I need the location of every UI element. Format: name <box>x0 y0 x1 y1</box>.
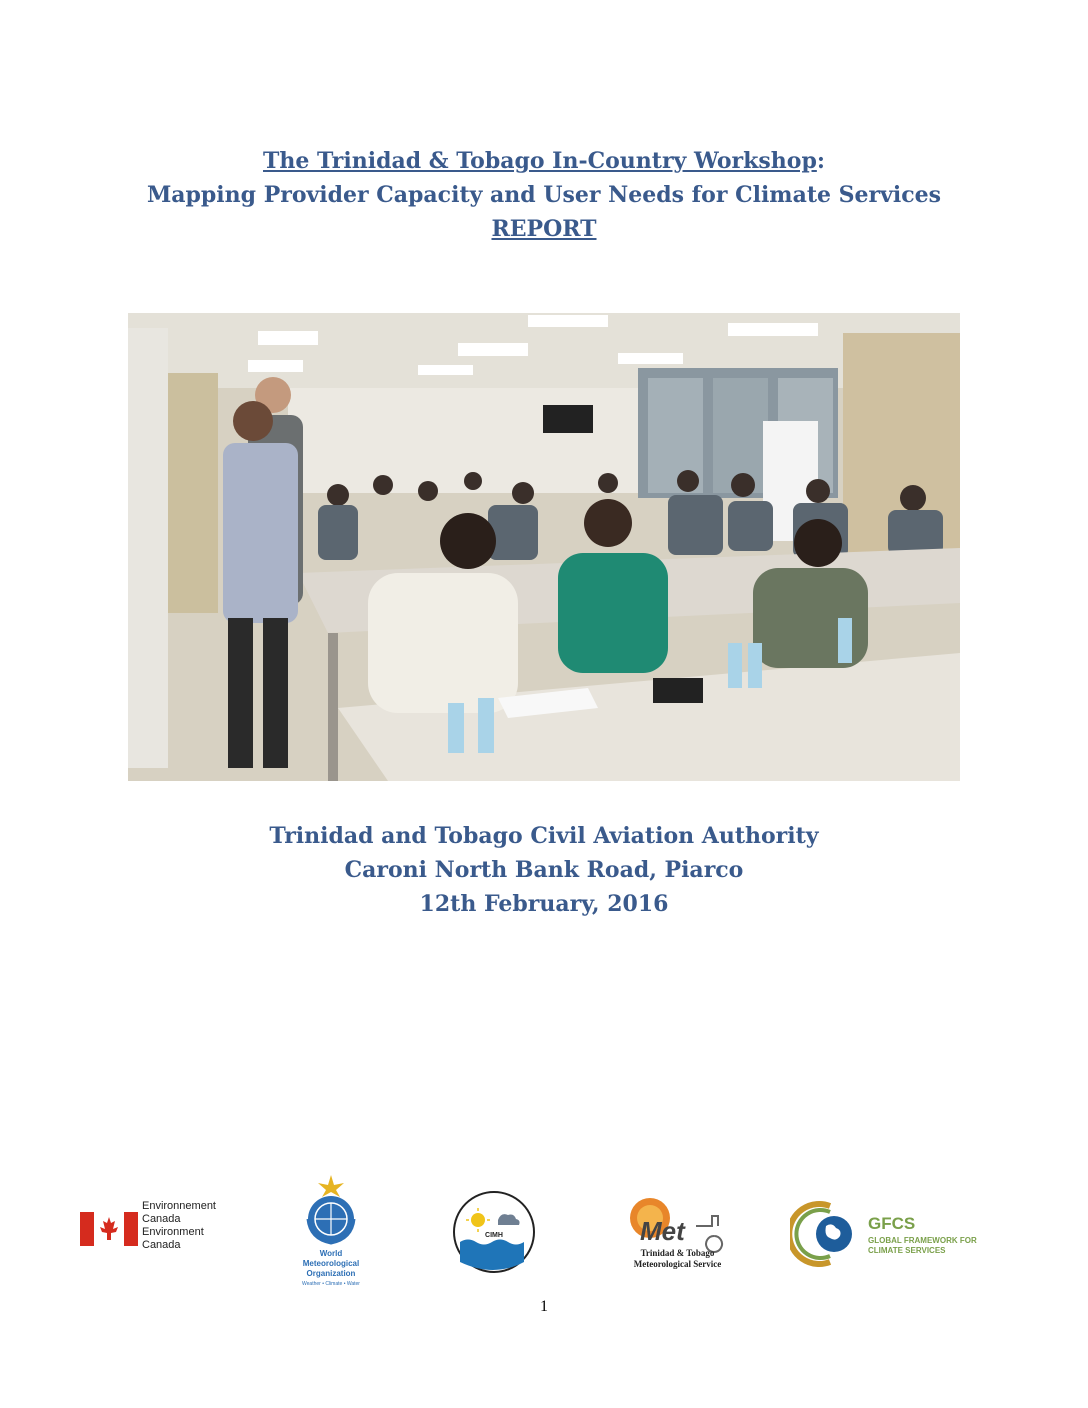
page-number: 1 <box>540 1298 548 1315</box>
gfcs-line-1: GLOBAL FRAMEWORK FOR <box>868 1236 977 1245</box>
venue-address: Caroni North Bank Road, Piarco <box>344 857 744 883</box>
wmo-emblem-icon <box>288 1175 374 1245</box>
title-colon: : <box>816 148 825 174</box>
venue-block <box>0 819 1088 921</box>
environment-canada-logo <box>80 1200 220 1260</box>
ec-line-1: Environnement <box>142 1200 216 1212</box>
workshop-photo <box>128 313 960 781</box>
workshop-name: The Trinidad & Tobago In-Country Workshop <box>263 148 817 174</box>
title-line-2: Mapping Provider Capacity and User Needs for Climate Services <box>146 182 942 208</box>
classroom-illustration <box>128 313 960 781</box>
wmo-line-2: Meteorological <box>302 1259 360 1268</box>
wmo-line-1: World <box>319 1249 343 1258</box>
wmo-line-4: Weather • Climate • Water <box>302 1281 360 1287</box>
ttms-badge: Met <box>640 1216 685 1246</box>
venue-organization: Trinidad and Tobago Civil Aviation Authority <box>269 823 819 849</box>
venue-date: 12th February, 2016 <box>419 891 669 917</box>
cimh-label: CIMH <box>485 1232 503 1239</box>
ec-line-3: Environment <box>142 1226 204 1238</box>
gfcs-logo <box>790 1200 1000 1268</box>
ttms-line-1: Trinidad & Tobago <box>640 1248 715 1258</box>
gfcs-line-2: CLIMATE SERVICES <box>868 1246 946 1255</box>
ec-line-4: Canada <box>142 1239 181 1251</box>
cimh-logo <box>452 1190 536 1274</box>
ttms-logo <box>620 1196 735 1276</box>
report-title <box>0 144 1088 246</box>
ttms-line-2: Meteorological Service <box>633 1259 722 1269</box>
canada-flag-icon <box>80 1212 138 1246</box>
gfcs-globe-icon <box>790 1200 870 1268</box>
wmo-line-3: Organization <box>306 1269 356 1278</box>
title-line-3 <box>0 212 1088 246</box>
title-line-1 <box>0 144 1088 178</box>
wmo-logo <box>288 1175 374 1290</box>
report-label: REPORT <box>491 216 597 242</box>
gfcs-acronym: GFCS <box>868 1214 916 1233</box>
ec-line-2: Canada <box>142 1213 181 1225</box>
